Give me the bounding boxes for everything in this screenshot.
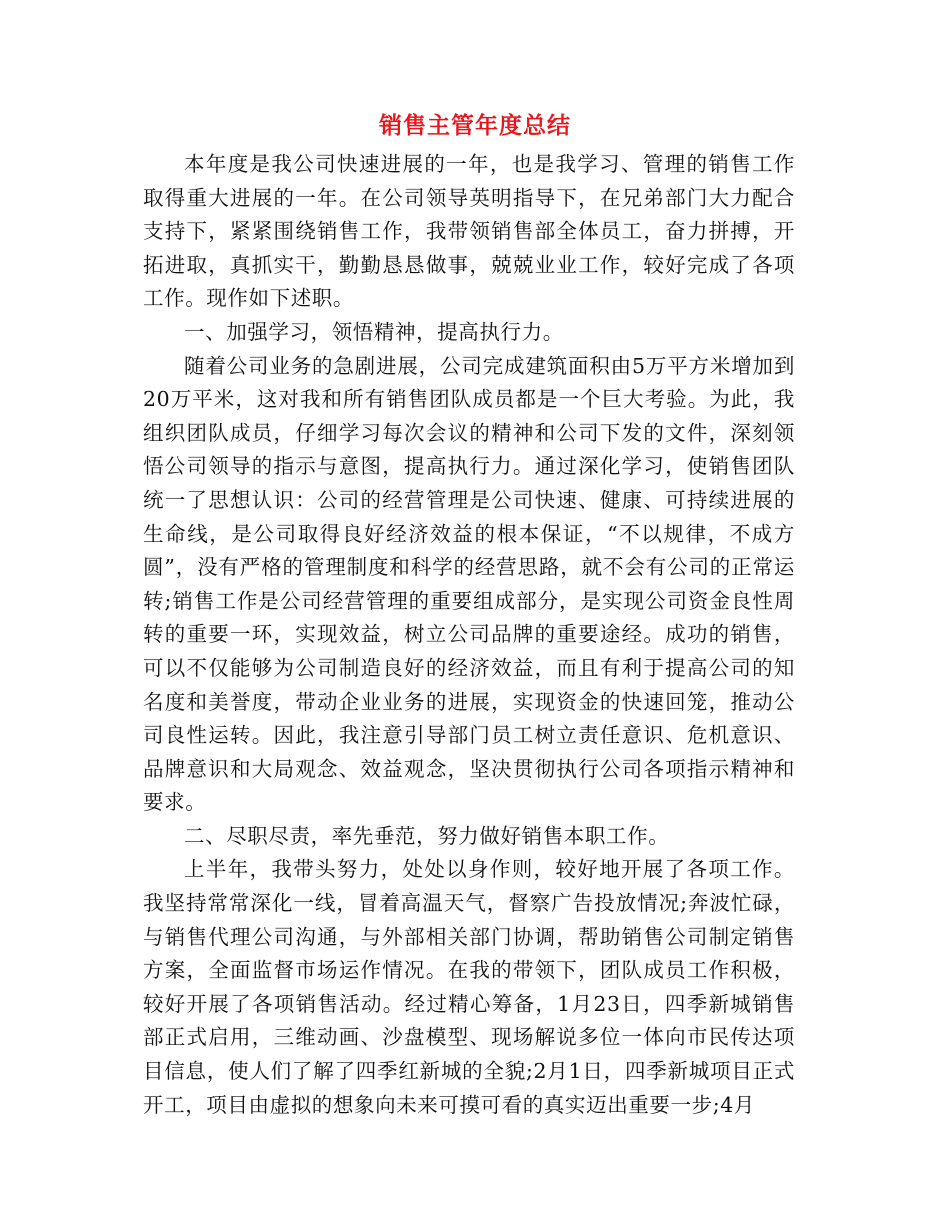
section-heading-2: 二、尽职尽责，率先垂范，努力做好销售本职工作。: [184, 823, 670, 848]
section-heading-1: 一、加强学习，领悟精神，提高执行力。: [184, 319, 564, 344]
document-body: [143, 148, 795, 1122]
paragraph-first-half: 上半年，我带头努力，处处以身作则，较好地开展了各项工作。我坚持常常深化一线，冒着高温天气，督察广告投放情况;奔波忙碌，与销售代理公司沟通，与外部相关部门协调，帮助销售公司制定销售方案，全面监督市场运作情况。在我的带领下，团队成员工作积极，较好开展了各项销售活动。经过精心筹备，1月23日，四季新城销售部正式启用，三维动画、沙盘模型、现场解说多位一体向市民传达项目信息，使人们了解了四季红新城的全貌;2月1日，四季新城项目正式开工，项目由虚拟的想象向未来可摸可看的真实迈出重要一步;4月: [143, 857, 795, 1117]
paragraph-intro: 本年度是我公司快速进展的一年，也是我学习、管理的销售工作取得重大进展的一年。在公司领导英明指导下，在兄弟部门大力配合支持下，紧紧围绕销售工作，我带领销售部全体员工，奋力拼搏，开拓进取，真抓实干，勤勤恳恳做事，兢兢业业工作，较好完成了各项工作。现作如下述职。: [143, 152, 795, 311]
paragraph-study: 随着公司业务的急剧进展，公司完成建筑面积由5万平方米增加到20万平米，这对我和所有销售团队成员都是一个巨大考验。为此，我组织团队成员，仔细学习每次会议的精神和公司下发的文件，深刻领悟公司领导的指示与意图，提高执行力。通过深化学习，使销售团队统一了思想认识：公司的经营管理是公司快速、健康、可持续进展的生命线，是公司取得良好经济效益的根本保证，“不以规律，不成方圆”，没有严格的管理制度和科学的经营思路，就不会有公司的正常运转;销售工作是公司经营管理的重要组成部分，是实现公司资金良性周转的重要一环，实现效益，树立公司品牌的重要途经。成功的销售，可以不仅能够为公司制造良好的经济效益，而且有利于提高公司的知名度和美誉度，带动企业业务的进展，实现资金的快速回笼，推动公司良性运转。因此，我注意引导部门员工树立责任意识、危机意识、品牌意识和大局观念、效益观念，坚决贯彻执行公司各项指示精神和要求。: [143, 353, 795, 815]
document-title: 销售主管年度总结: [379, 113, 571, 139]
